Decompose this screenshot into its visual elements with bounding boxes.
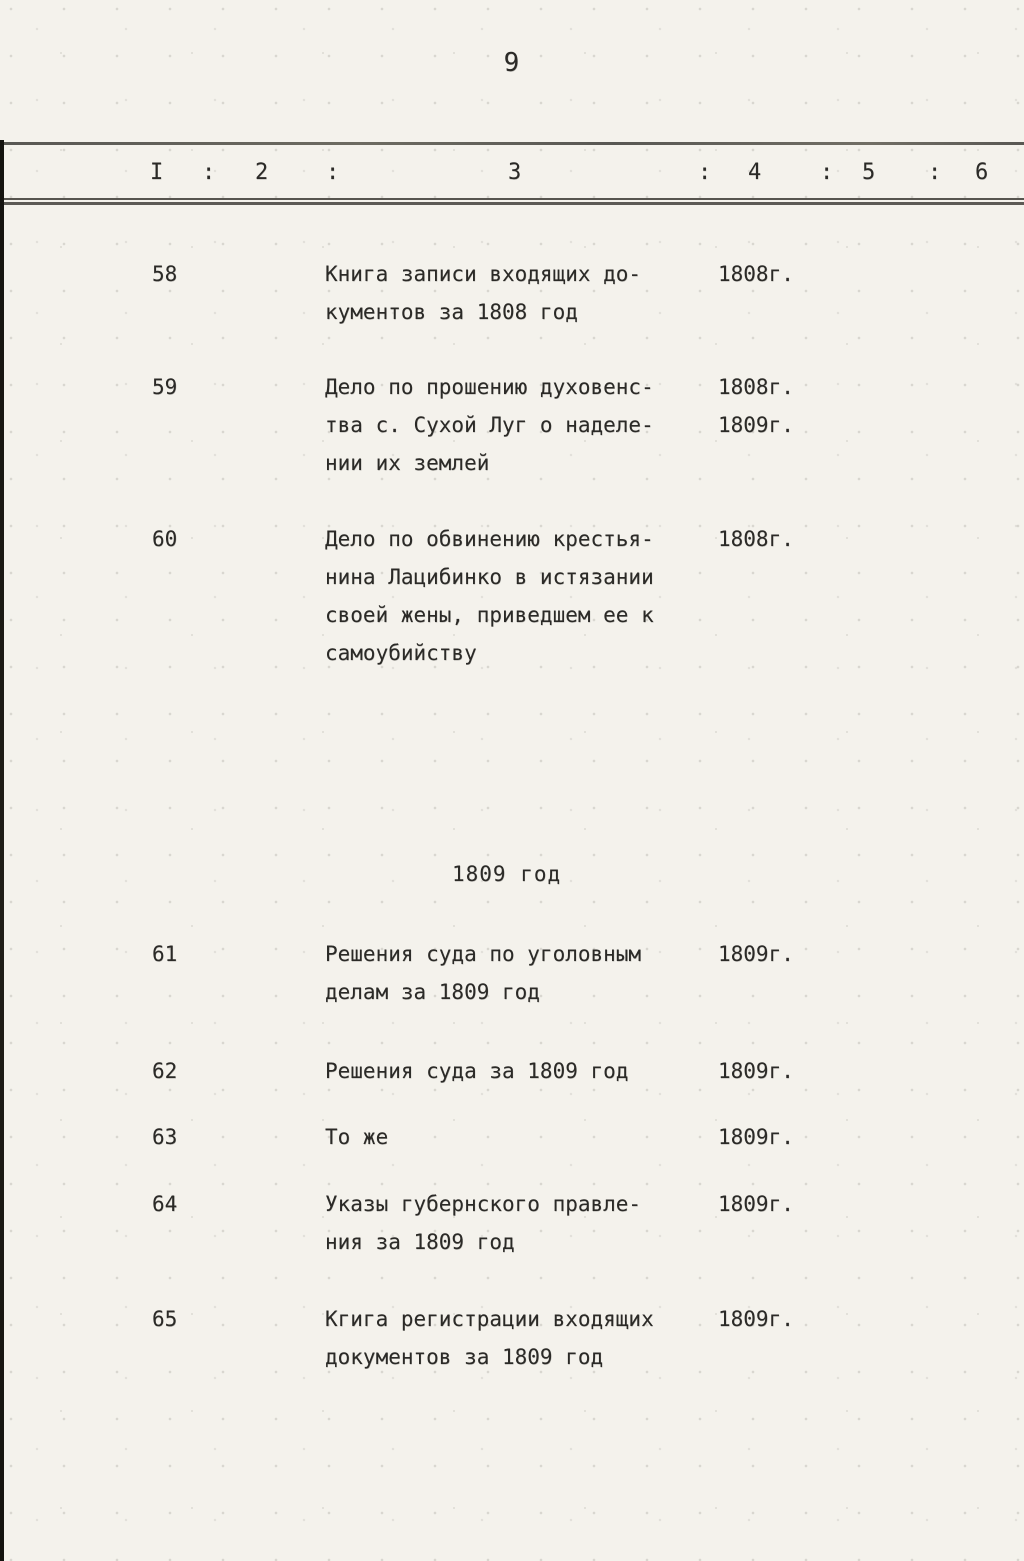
entry-description [325, 1300, 718, 1376]
entry-dates [718, 1185, 1024, 1261]
date-value: 1808г. [718, 527, 794, 551]
entry-dates [718, 1118, 1024, 1156]
header-separator: : [202, 160, 216, 185]
entry-description [325, 1185, 718, 1261]
table-row [0, 1300, 1024, 1376]
description-line: кументов за 1808 год [325, 300, 578, 324]
entry-number: 63 [152, 1125, 178, 1149]
header-cell: 3 [508, 160, 522, 185]
date-value: 1808г. [718, 262, 794, 286]
date-value: 1809г. [718, 1192, 794, 1216]
date-value: 1809г. [718, 942, 794, 966]
table-row [0, 255, 1024, 331]
description-line: делам за 1809 год [325, 980, 540, 1004]
entry-number: 58 [152, 262, 178, 286]
description-line: нии их землей [325, 451, 490, 475]
header-cell: 2 [255, 160, 269, 185]
entry-description [325, 935, 718, 1011]
header-separator: : [928, 160, 942, 185]
description-line: Решения суда за 1809 год [325, 1059, 629, 1083]
description-line: То же [325, 1125, 389, 1149]
entry-dates [718, 935, 1024, 1011]
entry-dates [718, 1300, 1024, 1376]
table-row [0, 1118, 1024, 1156]
header-cell: 6 [975, 160, 989, 185]
entry-dates [718, 368, 1024, 482]
table-row [0, 520, 1024, 672]
page-number: 9 [503, 48, 521, 78]
entry-description [325, 1052, 718, 1090]
entry-description [325, 520, 718, 672]
header-rule-bottom [0, 198, 1024, 205]
entry-number: 64 [152, 1192, 178, 1216]
entry-number: 59 [152, 375, 178, 399]
entry-description [325, 255, 718, 331]
table-row [0, 935, 1024, 1011]
description-line: нина Лацибинко в истязании [325, 565, 654, 589]
header-cell: I [150, 160, 164, 185]
table-row [0, 1185, 1024, 1261]
section-heading: 1809 год [452, 862, 562, 886]
description-line: тва с. Сухой Луг о наделе- [325, 413, 654, 437]
entry-dates [718, 520, 1024, 672]
entry-dates [718, 1052, 1024, 1090]
description-line: Книга записи входящих до- [325, 262, 642, 286]
description-line: самоубийству [325, 641, 477, 665]
header-rule-top [0, 142, 1024, 145]
date-value: 1808г. [718, 375, 794, 399]
entry-number: 60 [152, 527, 178, 551]
table-row [0, 1052, 1024, 1090]
description-line: Дело по обвинению крестья- [325, 527, 654, 551]
date-value: 1809г. [718, 1307, 794, 1331]
entry-number: 65 [152, 1307, 178, 1331]
description-line: Указы губернского правле- [325, 1192, 642, 1216]
description-line: Кгига регистрации входящих [325, 1307, 654, 1331]
description-line: своей жены, приведшем ее к [325, 603, 654, 627]
description-line: Решения суда по уголовным [325, 942, 642, 966]
entry-description [325, 1118, 718, 1156]
date-value: 1809г. [718, 1059, 794, 1083]
entry-dates [718, 255, 1024, 331]
header-cell: 4 [748, 160, 762, 185]
entry-number: 61 [152, 942, 178, 966]
header-separator: : [820, 160, 834, 185]
description-line: ния за 1809 год [325, 1230, 515, 1254]
description-line: документов за 1809 год [325, 1345, 604, 1369]
date-value: 1809г. [718, 413, 794, 437]
header-cell: 5 [862, 160, 876, 185]
header-separator: : [698, 160, 712, 185]
table-row [0, 368, 1024, 482]
entry-number: 62 [152, 1059, 178, 1083]
date-value: 1809г. [718, 1125, 794, 1149]
description-line: Дело по прошению духовенс- [325, 375, 654, 399]
header-separator: : [326, 160, 340, 185]
table-header [0, 160, 1024, 200]
inventory-list [0, 255, 1024, 1376]
entry-description [325, 368, 718, 482]
